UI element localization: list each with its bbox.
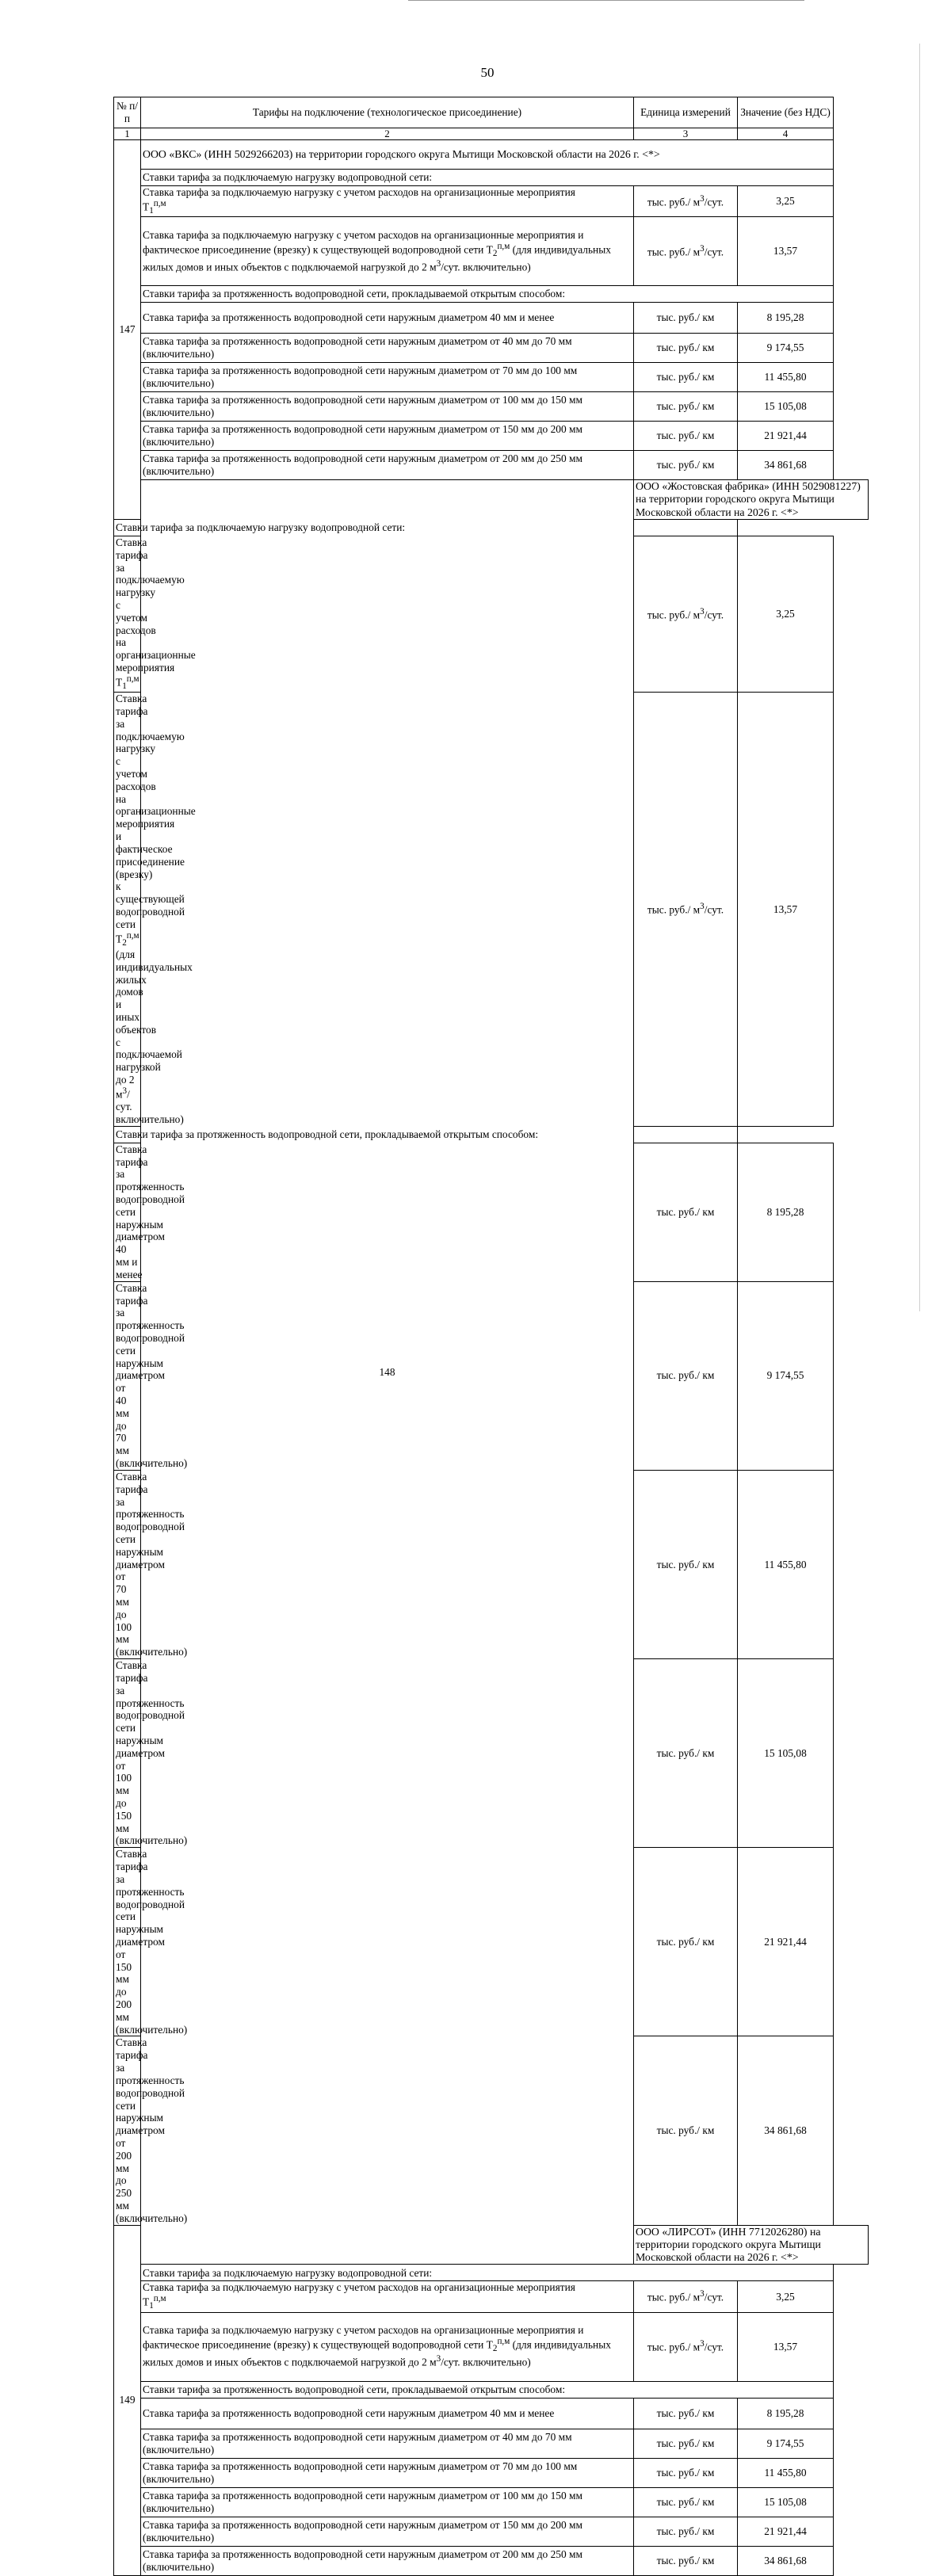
length-rate-unit: тыс. руб./ км: [634, 392, 738, 422]
rate-t2-text-a: Ставка тарифа за подключаемую нагрузку с учетом расходов на организационные мероприятия и фактическое присоединение (врезку) к существующей водопроводной сети T: [143, 2324, 584, 2351]
length-rate-unit: тыс. руб./ км: [634, 2458, 738, 2487]
unit-prefix: тыс. руб./ м: [647, 246, 701, 258]
length-rate-value: 34 861,68: [738, 2036, 834, 2225]
rate-t2-subscript: 2: [492, 2344, 498, 2354]
length-rate-unit: тыс. руб./ км: [634, 2487, 738, 2517]
unit-suffix: /сут.: [704, 903, 724, 916]
length-rate-label: Ставка тарифа за протяженность водопроводной сети наружным диаметром от 150 мм до 200 мм (включительно): [141, 422, 634, 451]
length-rate-label: Ставка тарифа за протяженность водопроводной сети наружным диаметром от 40 мм до 70 мм (включительно): [141, 334, 634, 363]
rate-t1-subscript: 1: [149, 2301, 154, 2311]
length-rate-label: Ставка тарифа за протяженность водопроводной сети наружным диаметром 40 мм и менее: [141, 2398, 634, 2429]
table-row: [114, 392, 869, 422]
rate-t1-label: [141, 186, 634, 217]
org-number: 147: [114, 140, 141, 520]
table-row: [114, 303, 869, 334]
rate-t1-label: [114, 536, 196, 692]
rate-t2-text-b: (для индивидуальных жилых домов и иных объектов с подключаемой нагрузкой до 2 м: [143, 2338, 611, 2368]
rate-t2-label: [141, 2312, 634, 2381]
rate-t2-value: 13,57: [738, 2312, 834, 2381]
section-row: [114, 2381, 869, 2398]
scan-margin-line: [919, 44, 920, 1311]
tariff-table: [113, 97, 869, 2576]
length-rate-value: 9 174,55: [738, 2429, 834, 2458]
section-heading-length: Ставки тарифа за протяженность водопроводной сети, прокладываемой открытым способом:: [141, 2381, 834, 2398]
unit-prefix: тыс. руб./ м: [647, 903, 701, 916]
rate-t2-value: 13,57: [738, 217, 834, 286]
length-rate-label: Ставка тарифа за протяженность водопроводной сети наружным диаметром от 200 мм до 250 мм (включительно): [141, 451, 634, 480]
rate-t2-value: 13,57: [738, 693, 834, 1127]
length-rate-unit: тыс. руб./ км: [634, 1659, 738, 1848]
length-rate-label: Ставка тарифа за протяженность водопроводной сети наружным диаметром от 70 мм до 100 мм (включительно): [114, 1470, 141, 1658]
org-number: 149: [114, 2225, 141, 2575]
length-rate-unit: тыс. руб./ км: [634, 2429, 738, 2458]
length-rate-unit: тыс. руб./ км: [634, 363, 738, 392]
rate-t1-symbol: T: [143, 2296, 150, 2308]
table-row: [114, 2429, 869, 2458]
table-row: [114, 334, 869, 363]
header-title: Тарифы на подключение (технологическое присоединение): [141, 97, 634, 128]
section-heading-load: Ставки тарифа за подключаемую нагрузку водопроводной сети:: [141, 2265, 834, 2281]
length-rate-unit: тыс. руб./ км: [634, 422, 738, 451]
org-title: ООО «ВКС» (ИНН 5029266203) на территории городского округа Мытищи Московской области на 2026 г. <*>: [141, 140, 834, 170]
length-rate-label: Ставка тарифа за протяженность водопроводной сети наружным диаметром от 100 мм до 150 мм (включительно): [114, 1659, 141, 1848]
rate-t2-subscript: 2: [122, 937, 127, 948]
section-row: [114, 1126, 869, 1143]
length-rate-label: Ставка тарифа за протяженность водопроводной сети наружным диаметром от 150 мм до 200 мм (включительно): [141, 2517, 634, 2546]
length-rate-value: 9 174,55: [738, 334, 834, 363]
rate-t1-unit: [634, 536, 738, 692]
rate-t1-superscript: п,м: [153, 198, 166, 208]
rate-t1-text: Ставка тарифа за подключаемую нагрузку с учетом расходов на организационные мероприятия: [143, 186, 575, 198]
section-heading-length: Ставки тарифа за протяженность водопроводной сети, прокладываемой открытым способом:: [141, 286, 834, 303]
section-row: [114, 519, 869, 536]
column-number: 2: [141, 128, 634, 140]
unit-superscript: 3: [700, 193, 705, 204]
unit-superscript: 3: [700, 2289, 705, 2299]
rate-t1-value: 3,25: [738, 2281, 834, 2312]
length-rate-unit: тыс. руб./ км: [634, 2517, 738, 2546]
table-row: [114, 422, 869, 451]
table-row: [114, 2546, 869, 2575]
length-rate-unit: тыс. руб./ км: [634, 2036, 738, 2225]
rate-t1-subscript: 1: [122, 681, 127, 691]
rate-t2-superscript: п,м: [497, 241, 510, 251]
rate-t2-label: [141, 217, 634, 286]
section-row: [114, 286, 869, 303]
table-row: [114, 2281, 869, 2312]
rate-t2-text-c: /сут. включительно): [441, 261, 531, 273]
length-rate-unit: тыс. руб./ км: [634, 1848, 738, 2036]
unit-superscript: 3: [700, 902, 705, 912]
length-rate-value: 21 921,44: [738, 1848, 834, 2036]
length-rate-label: Ставка тарифа за протяженность водопроводной сети наружным диаметром 40 мм и менее: [114, 1143, 141, 1281]
rate-t2-m-superscript: 3: [436, 259, 441, 269]
length-rate-value: 11 455,80: [738, 2458, 834, 2487]
rate-t2-text-c: /сут. включительно): [116, 1088, 184, 1125]
rate-t2-unit: [634, 693, 738, 1127]
table-row: [114, 186, 869, 217]
rate-t2-subscript: 2: [492, 248, 498, 258]
length-rate-value: 21 921,44: [738, 422, 834, 451]
header-num: № п/п: [114, 97, 141, 128]
org-row: [114, 480, 869, 520]
length-rate-unit: тыс. руб./ км: [634, 1470, 738, 1658]
column-number: 4: [738, 128, 834, 140]
length-rate-unit: тыс. руб./ км: [634, 451, 738, 480]
scan-edge-line: [408, 0, 804, 1]
rate-t2-m-superscript: 3: [122, 1086, 128, 1096]
unit-suffix: /сут.: [704, 2291, 724, 2303]
unit-superscript: 3: [700, 243, 705, 254]
rate-t2-label: [114, 693, 196, 1127]
rate-t1-text: Ставка тарифа за подключаемую нагрузку с учетом расходов на организационные мероприятия: [116, 536, 196, 674]
length-rate-value: 15 105,08: [738, 392, 834, 422]
length-rate-value: 15 105,08: [738, 2487, 834, 2517]
length-rate-unit: тыс. руб./ км: [634, 1143, 738, 1281]
length-rate-value: 8 195,28: [738, 1143, 834, 1281]
rate-t1-symbol: T: [143, 200, 150, 213]
section-heading-load: Ставки тарифа за подключаемую нагрузку водопроводной сети:: [141, 170, 834, 186]
rate-t2-text-c: /сут. включительно): [441, 2356, 531, 2368]
table-row: [114, 363, 869, 392]
unit-prefix: тыс. руб./ м: [647, 196, 701, 208]
rate-t2-unit: [634, 2312, 738, 2381]
length-rate-unit: тыс. руб./ км: [634, 2398, 738, 2429]
length-rate-unit: тыс. руб./ км: [634, 334, 738, 363]
length-rate-label: Ставка тарифа за протяженность водопроводной сети наружным диаметром от 100 мм до 150 мм (включительно): [141, 2487, 634, 2517]
rate-t1-subscript: 1: [149, 205, 154, 216]
unit-suffix: /сут.: [704, 196, 724, 208]
column-number: 1: [114, 128, 141, 140]
org-title: ООО «ЛИРСОТ» (ИНН 7712026280) на территории городского округа Мытищи Московской области на 2026 г. <*>: [634, 2225, 869, 2265]
table-row: [114, 2517, 869, 2546]
unit-suffix: /сут.: [704, 2341, 724, 2353]
unit-prefix: тыс. руб./ м: [647, 609, 701, 621]
rate-t2-text-a: Ставка тарифа за подключаемую нагрузку с учетом расходов на организационные мероприятия и фактическое присоединение (врезку) к существующей водопроводной сети T: [143, 228, 584, 256]
length-rate-value: 8 195,28: [738, 303, 834, 334]
length-rate-label: Ставка тарифа за протяженность водопроводной сети наружным диаметром от 200 мм до 250 мм (включительно): [114, 2036, 141, 2225]
length-rate-value: 11 455,80: [738, 1470, 834, 1658]
rate-t1-label: [141, 2281, 634, 2312]
unit-superscript: 3: [700, 606, 705, 616]
section-heading-load: Ставки тарифа за подключаемую нагрузку водопроводной сети:: [114, 519, 738, 536]
length-rate-value: 34 861,68: [738, 451, 834, 480]
rate-t2-text-a: Ставка тарифа за подключаемую нагрузку с учетом расходов на организационные мероприятия и фактическое присоединение (врезку) к существующей водопроводной сети T: [116, 693, 196, 945]
length-rate-value: 9 174,55: [738, 1281, 834, 1470]
section-row: [114, 2265, 869, 2281]
rate-t1-value: 3,25: [738, 186, 834, 217]
length-rate-label: Ставка тарифа за протяженность водопроводной сети наружным диаметром от 40 мм до 70 мм (включительно): [141, 2429, 634, 2458]
org-row: [114, 140, 869, 170]
unit-prefix: тыс. руб./ м: [647, 2341, 701, 2353]
rate-t1-text: Ставка тарифа за подключаемую нагрузку с учетом расходов на организационные мероприятия: [143, 2281, 575, 2294]
unit-suffix: /сут.: [704, 609, 724, 621]
rate-t1-symbol: T: [116, 676, 123, 689]
rate-t2-text-b: (для индивидуальных жилых домов и иных объектов с подключаемой нагрузкой до 2 м: [116, 948, 193, 1101]
rate-t1-unit: [634, 186, 738, 217]
rate-t2-superscript: п,м: [126, 930, 139, 941]
length-rate-value: 8 195,28: [738, 2398, 834, 2429]
length-rate-value: 15 105,08: [738, 1659, 834, 1848]
rate-t1-value: 3,25: [738, 536, 834, 692]
table-row: [114, 2487, 869, 2517]
length-rate-label: Ставка тарифа за протяженность водопроводной сети наружным диаметром от 70 мм до 100 мм (включительно): [141, 2458, 634, 2487]
column-number: 3: [634, 128, 738, 140]
header-value: Значение (без НДС): [738, 97, 834, 128]
rate-t2-text-b: (для индивидуальных жилых домов и иных объектов с подключаемой нагрузкой до 2 м: [143, 243, 611, 273]
length-rate-unit: тыс. руб./ км: [634, 2546, 738, 2575]
rate-t2-unit: [634, 217, 738, 286]
table-header-row: [114, 97, 869, 128]
table-row: [114, 217, 869, 286]
rate-t1-unit: [634, 2281, 738, 2312]
page-number: 50: [480, 65, 495, 80]
table-row: [114, 2398, 869, 2429]
length-rate-unit: тыс. руб./ км: [634, 303, 738, 334]
header-unit: Единица измерений: [634, 97, 738, 128]
length-rate-label: Ставка тарифа за протяженность водопроводной сети наружным диаметром 40 мм и менее: [141, 303, 634, 334]
length-rate-label: Ставка тарифа за протяженность водопроводной сети наружным диаметром от 100 мм до 150 мм (включительно): [141, 392, 634, 422]
section-heading-length: Ставки тарифа за протяженность водопроводной сети, прокладываемой открытым способом:: [114, 1126, 738, 1143]
rate-t2-superscript: п,м: [497, 2337, 510, 2347]
length-rate-label: Ставка тарифа за протяженность водопроводной сети наружным диаметром от 70 мм до 100 мм (включительно): [141, 363, 634, 392]
org-title: ООО «Жостовская фабрика» (ИНН 5029081227) на территории городского округа Мытищи Московской области на 2026 г. <*>: [634, 480, 869, 520]
table-body: [114, 140, 869, 2576]
table-row: [114, 2458, 869, 2487]
table-row: [114, 451, 869, 480]
org-number: 148: [141, 480, 634, 2265]
length-rate-value: 21 921,44: [738, 2517, 834, 2546]
unit-prefix: тыс. руб./ м: [647, 2291, 701, 2303]
unit-superscript: 3: [700, 2339, 705, 2349]
length-rate-value: 34 861,68: [738, 2546, 834, 2575]
length-rate-label: Ставка тарифа за протяженность водопроводной сети наружным диаметром от 200 мм до 250 мм (включительно): [141, 2546, 634, 2575]
length-rate-value: 11 455,80: [738, 363, 834, 392]
table-row: [114, 2312, 869, 2381]
length-rate-label: Ставка тарифа за протяженность водопроводной сети наружным диаметром от 150 мм до 200 мм (включительно): [114, 1848, 141, 2036]
unit-suffix: /сут.: [704, 246, 724, 258]
length-rate-label: Ставка тарифа за протяженность водопроводной сети наружным диаметром от 40 мм до 70 мм (включительно): [114, 1281, 141, 1470]
rate-t1-superscript: п,м: [153, 2294, 166, 2304]
column-number-row: [114, 128, 869, 140]
rate-t1-superscript: п,м: [126, 674, 139, 684]
section-row: [114, 170, 869, 186]
length-rate-unit: тыс. руб./ км: [634, 1281, 738, 1470]
rate-t2-m-superscript: 3: [436, 2354, 441, 2364]
